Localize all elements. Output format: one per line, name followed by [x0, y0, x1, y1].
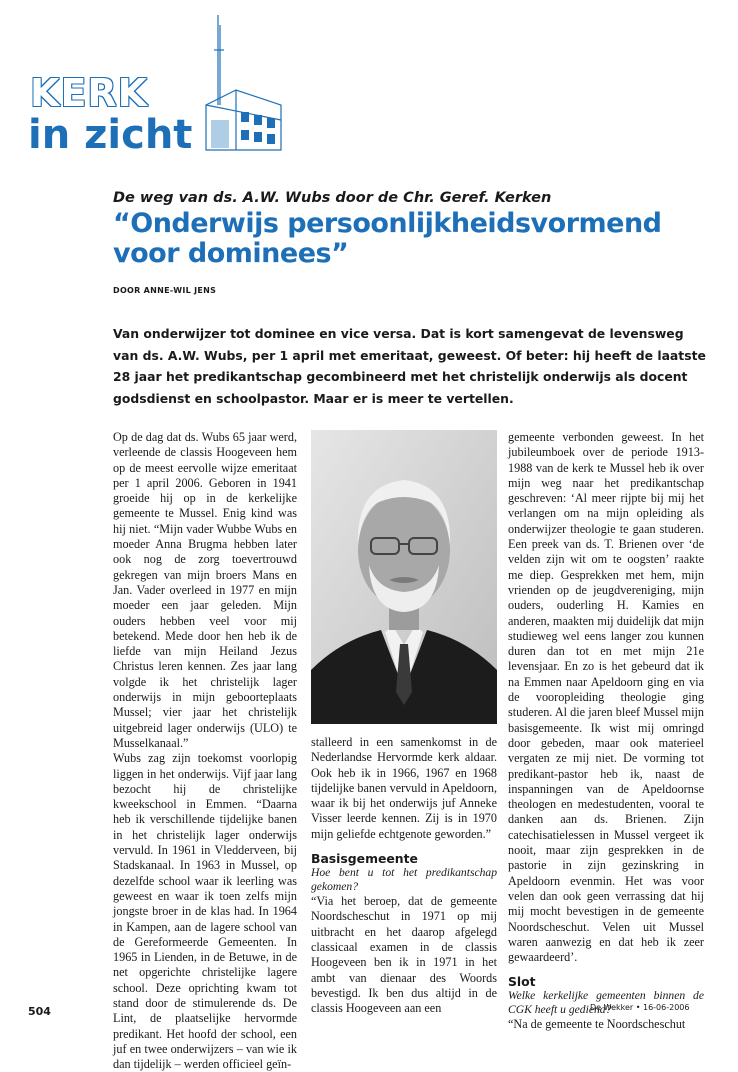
- body-paragraph: “Na de gemeente te Noordscheschut: [508, 1017, 686, 1032]
- body-paragraph: “Via het beroep, dat de gemeente Noordscheschut in 1971 op mij uitbracht en het daarop afgelegd classicaal examen in de classis Hoogeveen ben ik in 1971 in het ambt van dienaar des Woords bevestigd. Ik ben dus altijd in de classis Hoogeveen aan een: [311, 894, 497, 1016]
- logo-in-zicht: in zicht: [28, 112, 193, 158]
- subheading-basisgemeente: Basisgemeente: [311, 851, 418, 867]
- interview-question: Hoe bent u tot het predikantschap gekomen?: [311, 866, 497, 894]
- body-paragraph: Op de dag dat ds. Wubs 65 jaar werd, verleende de classis Hoogeveen hem op de meest eervolle wijze emeritaat per 1 april 2006. Geboren in 1941 groeide hij op in de kerkelijke gemeente te Mussel. Enig kind was hij niet. “Mijn vader Wubbe Wubs en moeder Anna Brugma hebben later ook nog de zorg toevertrouwd gekregen van mijn broers Mans en Jan. Vader overleed in 1977 en mijn moeder een jaar geleden. Mijn ouders hebben veel voor mij betekend. Mede door hen heb ik de liefde van mijn Heiland Jezus Christus leren kennen. Zes jaar lang volgde ik het christelijk lager onderwijs in mijn geboorteplaats Mussel; vier jaar het christelijk uitgebreid lager onderwijs (ULO) te Musselkanaal.”: [113, 430, 297, 750]
- article-headline: “Onderwijs persoonlijkheidsvormend voor dominees”: [113, 208, 662, 269]
- logo-kerk: KERK: [30, 71, 149, 115]
- column-1: [113, 430, 297, 1072]
- church-tower-icon: [196, 10, 291, 164]
- footer-source: De Wekker • 16-06-2006: [590, 1003, 690, 1012]
- article-lead: Van onderwijzer tot dominee en vice versa. Dat is kort samengevat de levensweg van ds. A.W. Wubs, per 1 april met emeritaat, geweest. Of beter: hij heeft de laatste 28 jaar het predikantschap gecombineerd met het christelijk onderwijs als docent godsdienst en schoolpastor. Maar er is meer te vertellen.: [113, 326, 706, 406]
- article-byline: DOOR ANNE-WIL JENS: [113, 286, 217, 295]
- column-2: [311, 735, 497, 1016]
- portrait-photo: [311, 430, 497, 724]
- body-paragraph: stalleerd in een samenkomst in de Nederlandse Hervormde kerk aldaar. Ook heb ik in 1966, 1967 en 1968 tijdelijke banen vervuld in Apeldoorn, waar ik bij het onderwijs juf Anneke Visser leerde kennen. Zij is in 1970 mijn geliefde echtgenote geworden.”: [311, 735, 497, 841]
- body-paragraph: gemeente verbonden geweest. In het jubileumboek over de periode 1913-1988 van de kerk te Mussel heb ik over mijn weg naar het predikantschap geschreven: ‘Al meer rijpte bij mij het verlangen om na mijn opleiding als onderwijzer theologie te gaan studeren. Een preek van ds. T. Brienen over ‘de velden zijn wit om te oogsten’ raakte me diep. Gesprekken met hem, mijn vrienden op de jeugdvereniging, mijn ouders, ouderling H. Kamies en anderen, maakten mij duidelijk dat mijn studieweg wel eens langer zou kunnen duren dan tot en met mijn 21e levensjaar. En zo is het gebeurd dat ik na Emmen naar Apeldoorn ging en via de vooropleiding theologie ging studeren. Al die jaren bleef Mussel mijn basisgemeente. Ik wist mij omringd door gebeden, maar ook materieel vergaten ze mij niet. De vorming tot predikant-pastor heb ik, naast de inspanningen van de Apeldoornse theologen en medestudenten, vooral te danken aan ds. Brienen. Zijn catechisatielessen in Mussel vergeet ik nooit, maar zijn gesprekken in de pastorie in zijn gezinskring in Apeldoorn evenmin. Het was voor velen dan ook geen verrassing dat hij mij mocht bevestigen in de gemeente Noordscheschut. Velen uit Mussel waren aanwezig en dat heb ik zeer gewaardeerd’.: [508, 430, 704, 965]
- article-kicker: De weg van ds. A.W. Wubs door de Chr. Geref. Kerken: [113, 190, 552, 206]
- column-3: [508, 430, 704, 1033]
- interview-question: Welke kerkelijke gemeenten binnen de CGK heeft u gediend?: [508, 989, 704, 1017]
- body-paragraph: Wubs zag zijn toekomst voorlopig liggen in het onderwijs. Vijf jaar lang bezocht hij de christelijke kweekschool in Emmen. “Daarna heb ik verschillende tijdelijke banen in het christelijk lager onderwijs vervuld. In 1961 in Vledderveen, bij Stadskanaal. In 1963 in Mussel, op dezelfde school waar ik leerling was geweest en waar ik toen zelfs mijn jongste broer in de klas had. In 1964 in Kampen, aan de lagere school van de Gereformeerde Gemeenten. In 1965 in Lienden, in de Betuwe, in de net opgerichte christelijke lagere school. Deze oprichting kwam tot stand door de stimulerende ds. De Lint, de plaatselijke hervormde predikant. Het hoofd der school, een juf en twee onderwijzers – van wie ik dan tijdelijk – werden officieel geïn-: [113, 751, 297, 1072]
- subheading-slot: Slot: [508, 974, 536, 990]
- page-number: 504: [28, 1005, 51, 1018]
